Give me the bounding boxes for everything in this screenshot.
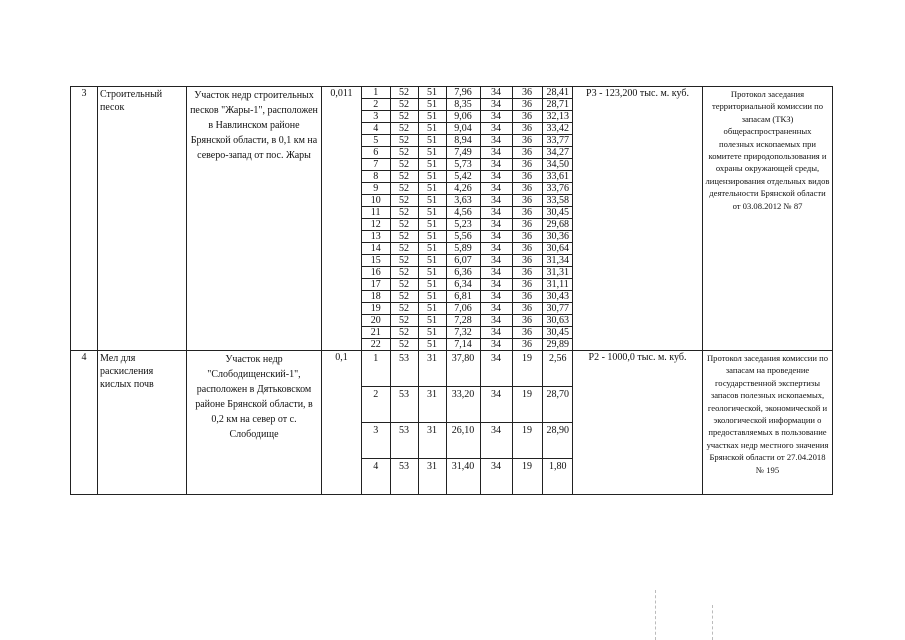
coordinates-table	[362, 351, 573, 494]
coordinate-row	[362, 339, 573, 351]
coordinate-value: 19	[512, 423, 542, 459]
coordinate-row	[362, 387, 573, 423]
coordinate-value: 34	[480, 315, 512, 327]
coordinate-value: 52	[390, 267, 418, 279]
coordinate-value: 26,10	[446, 423, 480, 459]
coordinate-value: 36	[512, 183, 542, 195]
coordinate-value: 6,81	[446, 291, 480, 303]
coordinate-value: 51	[418, 279, 446, 291]
coordinate-value: 52	[390, 243, 418, 255]
table-row	[71, 87, 833, 351]
coordinate-value: 34	[480, 99, 512, 111]
coordinate-value: 30,45	[542, 207, 573, 219]
coordinate-value: 36	[512, 123, 542, 135]
coordinate-value: 20	[362, 315, 390, 327]
coordinate-value: 36	[512, 99, 542, 111]
coordinate-value: 52	[390, 231, 418, 243]
coordinate-value: 34	[480, 267, 512, 279]
coordinate-value: 36	[512, 111, 542, 123]
coordinate-value: 52	[390, 183, 418, 195]
coordinate-value: 34	[480, 207, 512, 219]
coordinate-value: 51	[418, 303, 446, 315]
coordinate-row	[362, 147, 573, 159]
coordinate-value: 51	[418, 267, 446, 279]
coordinate-value: 28,41	[542, 87, 573, 99]
coordinate-value: 53	[390, 459, 418, 495]
coordinate-value: 36	[512, 327, 542, 339]
coordinate-value: 34	[480, 183, 512, 195]
coordinate-value: 51	[418, 87, 446, 99]
coordinate-row	[362, 423, 573, 459]
coordinate-value: 2,56	[542, 351, 573, 387]
coordinate-value: 30,64	[542, 243, 573, 255]
coordinate-value: 34	[480, 135, 512, 147]
coordinate-value: 52	[390, 207, 418, 219]
coordinate-value: 52	[390, 255, 418, 267]
coordinate-value: 1	[362, 87, 390, 99]
coordinate-value: 6,34	[446, 279, 480, 291]
coordinate-value: 33,61	[542, 171, 573, 183]
coordinate-value: 51	[418, 327, 446, 339]
coordinate-value: 36	[512, 315, 542, 327]
coordinate-value: 4,56	[446, 207, 480, 219]
coordinate-value: 8	[362, 171, 390, 183]
coordinate-value: 9,04	[446, 123, 480, 135]
coordinate-value: 34	[480, 171, 512, 183]
coordinate-value: 30,45	[542, 327, 573, 339]
coordinates-cell	[362, 87, 573, 351]
coordinate-value: 15	[362, 255, 390, 267]
coordinate-value: 51	[418, 99, 446, 111]
coordinate-value: 51	[418, 183, 446, 195]
coordinate-value: 19	[362, 303, 390, 315]
coordinate-row	[362, 207, 573, 219]
coordinate-value: 1,80	[542, 459, 573, 495]
coordinate-value: 34	[480, 303, 512, 315]
coordinate-value: 29,68	[542, 219, 573, 231]
coordinate-value: 51	[418, 231, 446, 243]
coordinate-value: 52	[390, 147, 418, 159]
coordinate-row	[362, 183, 573, 195]
coordinate-value: 6,36	[446, 267, 480, 279]
coordinate-value: 2	[362, 99, 390, 111]
coordinate-value: 52	[390, 327, 418, 339]
protocol-reference: Протокол заседания территориальной комиссии по запасам (ТКЗ) общераспространенных полезных ископаемых при комитете природопользования и охраны окружающей среды, лицензирования отдельных видов деятельности Брянской области от 03.08.2012 № 87	[703, 87, 833, 351]
coordinate-value: 52	[390, 87, 418, 99]
coordinate-value: 36	[512, 159, 542, 171]
coordinate-value: 31	[418, 423, 446, 459]
coordinate-value: 51	[418, 147, 446, 159]
coordinate-value: 34	[480, 423, 512, 459]
coordinate-value: 51	[418, 111, 446, 123]
coordinate-value: 34	[480, 159, 512, 171]
coordinate-value: 36	[512, 339, 542, 351]
coordinate-row	[362, 171, 573, 183]
coordinate-value: 21	[362, 327, 390, 339]
coordinate-value: 33,77	[542, 135, 573, 147]
coordinate-value: 51	[418, 207, 446, 219]
site-area: 0,011	[322, 87, 362, 351]
coordinate-value: 52	[390, 339, 418, 351]
coordinate-value: 30,63	[542, 315, 573, 327]
coordinate-value: 7	[362, 159, 390, 171]
coordinate-value: 34	[480, 147, 512, 159]
deposits-table	[70, 86, 833, 495]
coordinate-value: 52	[390, 195, 418, 207]
coordinate-value: 51	[418, 315, 446, 327]
coordinate-value: 17	[362, 279, 390, 291]
coordinate-value: 4	[362, 459, 390, 495]
coordinate-value: 52	[390, 291, 418, 303]
coordinate-value: 6	[362, 147, 390, 159]
coordinate-value: 36	[512, 255, 542, 267]
coordinate-value: 7,28	[446, 315, 480, 327]
coordinate-value: 31	[418, 351, 446, 387]
coordinate-value: 3,63	[446, 195, 480, 207]
coordinate-row	[362, 279, 573, 291]
coordinate-value: 34	[480, 243, 512, 255]
coordinate-value: 19	[512, 459, 542, 495]
coordinate-value: 34	[480, 291, 512, 303]
coordinate-value: 30,36	[542, 231, 573, 243]
coordinate-value: 36	[512, 171, 542, 183]
coordinate-row	[362, 291, 573, 303]
coordinate-value: 7,49	[446, 147, 480, 159]
coordinate-value: 4	[362, 123, 390, 135]
coordinate-value: 52	[390, 303, 418, 315]
coordinate-value: 52	[390, 135, 418, 147]
coordinate-value: 34,27	[542, 147, 573, 159]
coordinate-value: 1	[362, 351, 390, 387]
coordinate-value: 33,76	[542, 183, 573, 195]
scan-artifact-line	[712, 605, 713, 640]
coordinate-row	[362, 243, 573, 255]
coordinate-value: 52	[390, 99, 418, 111]
coordinates-table	[362, 87, 573, 350]
coordinate-value: 53	[390, 351, 418, 387]
coordinate-value: 19	[512, 351, 542, 387]
coordinate-value: 13	[362, 231, 390, 243]
coordinate-value: 3	[362, 111, 390, 123]
coordinate-row	[362, 459, 573, 495]
coordinate-value: 51	[418, 195, 446, 207]
coordinate-value: 19	[512, 387, 542, 423]
coordinate-value: 31,34	[542, 255, 573, 267]
reserves: Р3 - 123,200 тыс. м. куб.	[573, 87, 703, 351]
coordinate-value: 36	[512, 303, 542, 315]
coordinate-value: 34	[480, 231, 512, 243]
coordinate-value: 31,11	[542, 279, 573, 291]
coordinate-value: 28,90	[542, 423, 573, 459]
coordinate-value: 28,71	[542, 99, 573, 111]
coordinate-row	[362, 135, 573, 147]
coordinate-value: 12	[362, 219, 390, 231]
coordinate-row	[362, 195, 573, 207]
row-number: 4	[71, 351, 98, 495]
coordinate-value: 51	[418, 255, 446, 267]
coordinate-value: 22	[362, 339, 390, 351]
coordinate-value: 34	[480, 279, 512, 291]
coordinate-value: 36	[512, 291, 542, 303]
coordinate-value: 34	[480, 459, 512, 495]
coordinate-row	[362, 159, 573, 171]
coordinate-row	[362, 87, 573, 99]
coordinate-value: 4,26	[446, 183, 480, 195]
coordinate-value: 18	[362, 291, 390, 303]
coordinate-value: 52	[390, 111, 418, 123]
coordinate-value: 36	[512, 219, 542, 231]
coordinate-value: 29,89	[542, 339, 573, 351]
row-number: 3	[71, 87, 98, 351]
coordinate-row	[362, 303, 573, 315]
coordinate-value: 52	[390, 315, 418, 327]
coordinate-value: 34	[480, 123, 512, 135]
coordinate-value: 33,42	[542, 123, 573, 135]
site-description: Участок недр "Слободищенский-1", расположен в Дятьковском районе Брянской области, в 0,2 км на север от с. Слободище	[187, 351, 322, 495]
coordinate-value: 52	[390, 171, 418, 183]
coordinate-value: 34,50	[542, 159, 573, 171]
coordinate-value: 7,32	[446, 327, 480, 339]
coordinate-value: 36	[512, 87, 542, 99]
coordinate-value: 31,40	[446, 459, 480, 495]
coordinate-value: 34	[480, 339, 512, 351]
coordinates-cell	[362, 351, 573, 495]
coordinate-value: 51	[418, 159, 446, 171]
coordinate-value: 5,73	[446, 159, 480, 171]
coordinate-row	[362, 99, 573, 111]
coordinate-value: 36	[512, 195, 542, 207]
coordinate-value: 2	[362, 387, 390, 423]
coordinate-row	[362, 315, 573, 327]
scan-artifact-line	[655, 590, 656, 640]
site-description: Участок недр строительных песков "Жары-1", расположен в Навлинском районе Брянской области, в 0,1 км на северо-запад от пос. Жары	[187, 87, 322, 351]
coordinate-value: 3	[362, 423, 390, 459]
coordinate-value: 5	[362, 135, 390, 147]
coordinate-value: 34	[480, 327, 512, 339]
coordinate-value: 11	[362, 207, 390, 219]
coordinate-row	[362, 111, 573, 123]
coordinate-value: 51	[418, 171, 446, 183]
protocol-reference: Протокол заседания комиссии по запасам на проведение государственной экспертизы запасов полезных ископаемых, геологической, экономической и экологической информации о предоставляемых в пользование участках недр местного значения Брянской области от 27.04.2018 № 195	[703, 351, 833, 495]
coordinate-value: 10	[362, 195, 390, 207]
coordinate-value: 37,80	[446, 351, 480, 387]
coordinate-value: 34	[480, 195, 512, 207]
coordinate-value: 8,35	[446, 99, 480, 111]
coordinate-value: 5,42	[446, 171, 480, 183]
coordinate-value: 51	[418, 339, 446, 351]
coordinate-value: 14	[362, 243, 390, 255]
coordinate-value: 7,96	[446, 87, 480, 99]
coordinate-row	[362, 123, 573, 135]
coordinate-value: 36	[512, 147, 542, 159]
coordinate-value: 33,20	[446, 387, 480, 423]
coordinate-value: 9	[362, 183, 390, 195]
coordinate-value: 5,89	[446, 243, 480, 255]
coordinate-value: 7,06	[446, 303, 480, 315]
coordinate-value: 28,70	[542, 387, 573, 423]
coordinate-value: 30,77	[542, 303, 573, 315]
coordinate-value: 31	[418, 387, 446, 423]
site-area: 0,1	[322, 351, 362, 495]
coordinate-value: 16	[362, 267, 390, 279]
mineral-type: Мел для раскисления кислых почв	[98, 351, 187, 495]
coordinate-value: 34	[480, 351, 512, 387]
coordinate-value: 52	[390, 279, 418, 291]
coordinate-value: 5,56	[446, 231, 480, 243]
coordinate-value: 51	[418, 291, 446, 303]
coordinate-value: 51	[418, 243, 446, 255]
coordinate-value: 53	[390, 423, 418, 459]
coordinate-row	[362, 327, 573, 339]
coordinate-value: 9,06	[446, 111, 480, 123]
coordinate-row	[362, 267, 573, 279]
coordinate-value: 34	[480, 387, 512, 423]
coordinate-value: 36	[512, 207, 542, 219]
coordinate-value: 51	[418, 135, 446, 147]
coordinate-row	[362, 255, 573, 267]
coordinate-value: 51	[418, 123, 446, 135]
coordinate-value: 36	[512, 279, 542, 291]
coordinate-value: 33,58	[542, 195, 573, 207]
table-row	[71, 351, 833, 495]
coordinate-value: 6,07	[446, 255, 480, 267]
coordinate-value: 51	[418, 219, 446, 231]
coordinate-row	[362, 219, 573, 231]
mineral-type: Строительный песок	[98, 87, 187, 351]
coordinate-value: 34	[480, 255, 512, 267]
coordinate-value: 52	[390, 159, 418, 171]
coordinate-value: 34	[480, 219, 512, 231]
coordinate-value: 36	[512, 243, 542, 255]
coordinate-value: 53	[390, 387, 418, 423]
coordinate-value: 8,94	[446, 135, 480, 147]
coordinate-value: 34	[480, 111, 512, 123]
coordinate-value: 7,14	[446, 339, 480, 351]
coordinate-value: 31	[418, 459, 446, 495]
coordinate-value: 52	[390, 123, 418, 135]
coordinate-row	[362, 351, 573, 387]
coordinate-value: 34	[480, 87, 512, 99]
coordinate-row	[362, 231, 573, 243]
coordinate-value: 52	[390, 219, 418, 231]
coordinate-value: 5,23	[446, 219, 480, 231]
coordinate-value: 36	[512, 135, 542, 147]
coordinate-value: 30,43	[542, 291, 573, 303]
reserves: Р2 - 1000,0 тыс. м. куб.	[573, 351, 703, 495]
coordinate-value: 36	[512, 231, 542, 243]
coordinate-value: 36	[512, 267, 542, 279]
coordinate-value: 31,31	[542, 267, 573, 279]
coordinate-value: 32,13	[542, 111, 573, 123]
